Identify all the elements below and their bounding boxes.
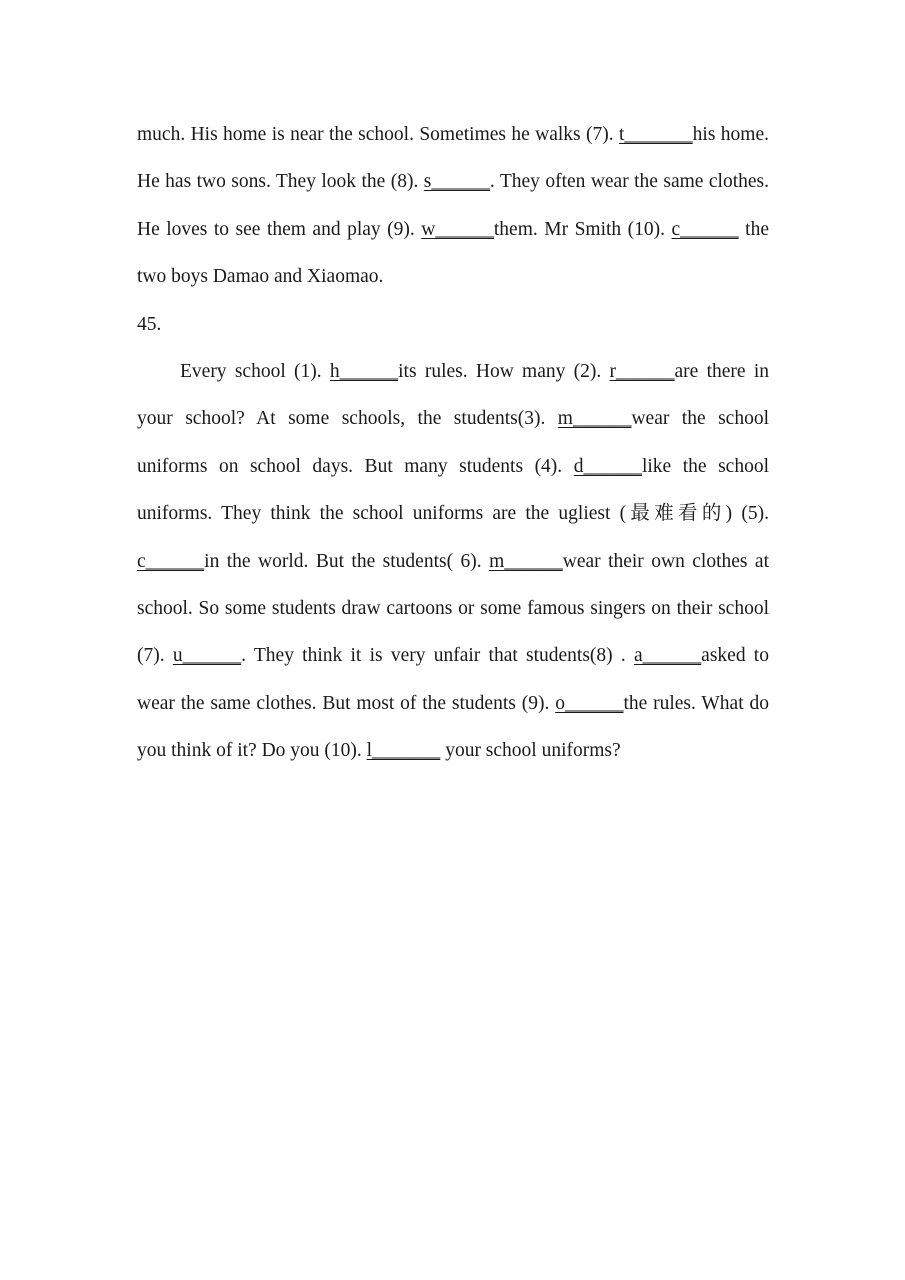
passage-text: . They often wear the same clothes. He loves to see them and play (9).	[137, 171, 769, 240]
answer-blank: u______	[172, 645, 242, 667]
continued-passage	[137, 111, 769, 301]
answer-blank: w______	[421, 218, 494, 240]
answer-blank: o______	[555, 692, 624, 714]
answer-blank: r______	[609, 361, 675, 383]
passage-text: Every school (1).	[180, 361, 330, 383]
answer-blank: c______	[137, 550, 205, 572]
passage-text: like the school uniforms. They think the school uniforms are the ugliest (最难看的) (5).	[137, 455, 770, 525]
answer-blank: a______	[634, 645, 702, 667]
answer-blank: c______	[671, 218, 739, 240]
passage-text: your school uniforms?	[440, 740, 621, 762]
passage-text: his home. He has two sons. They look the (8).	[137, 124, 769, 193]
passage-text: asked to wear the same clothes. But most of the students (9).	[137, 645, 769, 714]
passage-text: the two boys Damao and Xiaomao.	[137, 218, 770, 288]
passage-text: in the world. But the students( 6).	[204, 550, 490, 572]
passage-text: its rules. How many (2).	[398, 361, 610, 383]
answer-blank: s______	[423, 171, 490, 193]
answer-blank: d______	[573, 455, 642, 477]
question-number: 45.	[137, 313, 162, 335]
passage-text: wear their own clothes at school. So some students draw cartoons or some famous singers on their school (7).	[137, 550, 769, 667]
answer-blank: l_______	[366, 740, 441, 762]
answer-blank: m______	[557, 408, 632, 430]
passage-text: . They think it is very unfair that students(8) .	[241, 645, 635, 667]
answer-blank: m______	[489, 550, 563, 572]
passage-text: wear the school uniforms on school days. But many students (4).	[137, 408, 769, 477]
passage-text: are there in your school? At some schools, the students(3).	[137, 361, 769, 430]
passage-text: them. Mr Smith (10).	[493, 218, 672, 240]
passage-45	[137, 348, 769, 775]
passage-text: the rules. What do you think of it? Do you (10).	[137, 692, 769, 762]
answer-blank: t_______	[618, 124, 693, 145]
document-content	[137, 111, 769, 775]
passage-text: much. His home is near the school. Sometimes he walks (7).	[137, 124, 619, 145]
answer-blank: h______	[329, 361, 399, 383]
